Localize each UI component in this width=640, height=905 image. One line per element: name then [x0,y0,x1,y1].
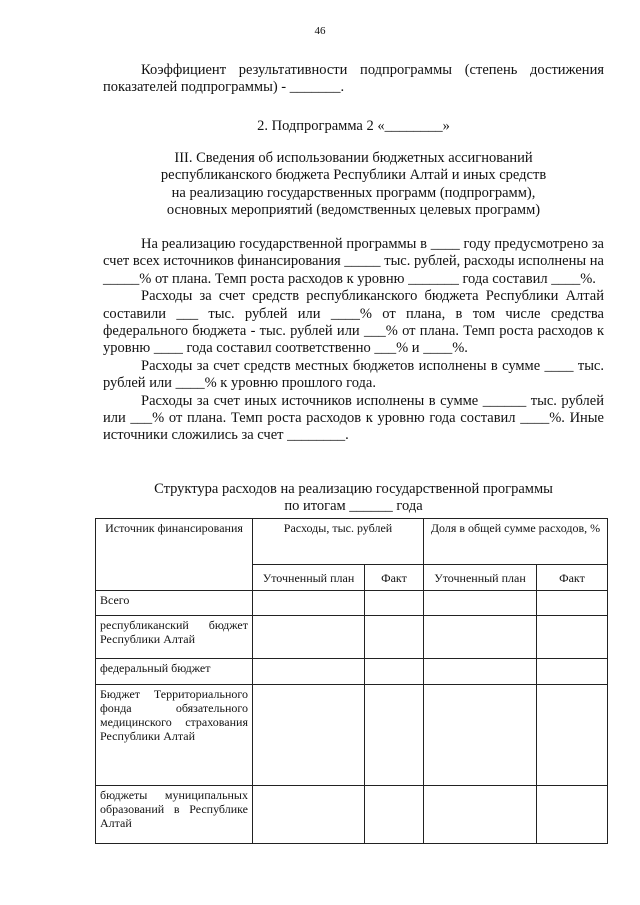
paragraph: На реализацию государственной программы в ____ году предусмотрено за счет всех источников финансирования _____ тыс. рублей, расходы исполнены на _____% от плана. Темп роста расходов к уровню _______ года составил ____%. [103,236,604,287]
table-row [96,659,608,685]
subheader-fact: Факт [537,565,608,591]
coefficient-text: Коэффициент результативности подпрограммы (степень достижения показателей подпрограммы) - _______. [103,62,604,96]
expenses-structure-table [95,518,608,844]
table-title-line: Структура расходов на реализацию государственной программы [154,481,553,497]
cell-empty [365,786,424,844]
row-source: республиканский бюджет Республики Алтай [96,616,253,659]
table-row [96,685,608,786]
cell-empty [424,685,537,786]
cell-empty [365,659,424,685]
header-share: Доля в общей сумме расходов, % [424,519,608,565]
cell-empty [253,616,365,659]
table-title-line: по итогам ______ года [284,498,423,515]
paragraph: Расходы за счет средств местных бюджетов исполнены в сумме ____ тыс. рублей или ____% к уровню прошлого года. [103,357,604,392]
cell-empty [537,786,608,844]
cell-empty [365,616,424,659]
cell-empty [537,659,608,685]
table-row [96,786,608,844]
row-source: федеральный бюджет [96,659,253,685]
row-source: бюджеты муниципальных образований в Республике Алтай [96,786,253,844]
cell-empty [253,786,365,844]
row-source: Бюджет Территориального фонда обязательного медицинского страхования Республики Алтай [96,685,253,786]
cell-empty [253,591,365,616]
section-heading-line: III. Сведения об использовании бюджетных ассигнований [174,150,533,166]
table-title [103,481,604,516]
header-source: Источник финансирования [96,519,253,591]
section-heading [103,150,604,220]
page-number: 46 [314,25,326,37]
body-text [103,236,604,445]
cell-empty [424,659,537,685]
cell-empty [253,659,365,685]
cell-empty [537,591,608,616]
cell-empty [424,591,537,616]
section-heading-line: основных мероприятий (ведомственных целевых программ) [166,202,541,219]
header-expenses: Расходы, тыс. рублей [253,519,424,565]
cell-empty [365,591,424,616]
table-row [96,616,608,659]
subheader-plan: Уточненный план [424,565,537,591]
paragraph: Расходы за счет средств республиканского бюджета Республики Алтай составили ___ тыс. рублей или ____% от плана, в том числе средства федерального бюджета - тыс. рублей или ___% от плана. Темп роста расходов к уровню ____ года составил соответственно ___% и ____%. [103,288,604,357]
section-heading-line: республиканского бюджета Республики Алтай и иных средств [160,167,547,184]
cell-empty [424,786,537,844]
table-row [96,591,608,616]
subheader-plan: Уточненный план [253,565,365,591]
cell-empty [365,685,424,786]
section-heading-line: на реализацию государственных программ (подпрограмм), [171,184,536,201]
paragraph: Расходы за счет иных источников исполнены в сумме ______ тыс. рублей или ___% от плана. Темп роста расходов к уровню года составил ____%. Иные источники сложились за счет ________. [103,392,604,444]
cell-empty [424,616,537,659]
cell-empty [537,616,608,659]
cell-empty [253,685,365,786]
subprogram-heading: 2. Подпрограмма 2 «________» [257,118,450,134]
row-source: Всего [96,591,253,616]
subheader-fact: Факт [365,565,424,591]
cell-empty [537,685,608,786]
coefficient-paragraph [103,62,604,97]
